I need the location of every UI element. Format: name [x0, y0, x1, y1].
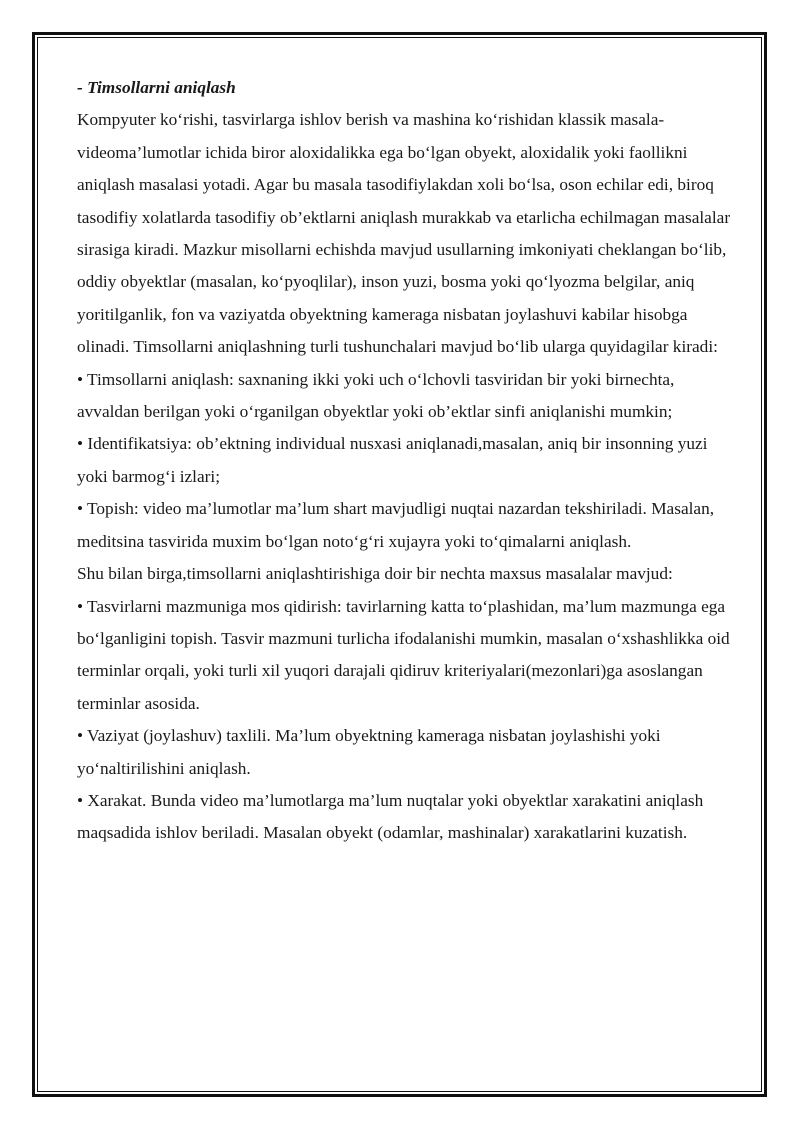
- bullet-object-detection: • Timsollarni aniqlash: saxnaning ikki yoki uch o‘lchovli tasviridan bir yoki birnechta, avvaldan berilgan yoki o‘rganilgan obyektlar yoki ob’ektlar sinfi aniqlanishi mumkin;: [77, 369, 675, 422]
- bullet-identification: • Identifikatsiya: ob’ektning individual nusxasi aniqlanadi,masalan, aniq bir insonning yuzi yoki barmog‘i izlari;: [77, 434, 708, 486]
- special-tasks-paragraph: Shu bilan birga,timsollarni aniqlashtirishiga doir bir nechta maxsus masalalar mavjud:: [77, 564, 673, 584]
- section-heading: - Timsollarni aniqlash: [77, 78, 236, 97]
- intro-paragraph: Kompyuter ko‘rishi, tasvirlarga ishlov berish va mashina ko‘rishidan klassik masala-videoma’lumotlar ichida biror aloxidalikka ega bo‘lgan obyekt, aloxidalik yoki faollikni aniqlash masalasi yotadi. Agar bu masala tasodifiylakdan xoli bo‘lsa, oson echilar edi, biroq tasodifiy xolatlarda tasodifiy ob’ektlarni aniqlash murakkab va etarlicha echilmagan masalalar sirasiga kiradi. Mazkur misollarni echishda mavjud usullarning imkoniyati cheklangan bo‘lib, oddiy obyektlar (masalan, ko‘pyoqlilar), inson yuzi, bosma yoki qo‘lyozma belgilar, aniq yoritilganlik, fon va vaziyatda obyektning kameraga nisbatan joylashuvi kabilar hisobga olinadi. Timsollarni aniqlashning turli tushunchalari mavjud bo‘lib ularga quyidagilar kiradi:: [77, 110, 731, 357]
- document-body: [77, 72, 737, 850]
- bullet-detection: • Topish: video ma’lumotlar ma’lum shart mavjudligi nuqtai nazardan tekshiriladi. Masalan, meditsina tasvirida muxim bo‘lgan noto‘g‘ri xujayra yoki to‘qimalarni aniqlash.: [77, 499, 715, 551]
- bullet-content-retrieval: • Tasvirlarni mazmuniga mos qidirish: tavirlarning katta to‘plashidan, ma’lum mazmunga ega bo‘lganligini topish. Tasvir mazmuni turlicha ifodalanishi mumkin, masalan o‘xshashlikka oid terminlar orqali, yoki turli xil yuqori darajali qidiruv kriteriyalari(mezonlari)ga asoslangan terminlar asosida.: [77, 596, 730, 713]
- bullet-motion: • Xarakat. Bunda video ma’lumotlarga ma’lum nuqtalar yoki obyektlar xarakatini aniqlash maqsadida ishlov beriladi. Masalan obyekt (odamlar, mashinalar) xarakatlarini kuzatish.: [77, 790, 704, 843]
- bullet-pose-estimation: • Vaziyat (joylashuv) taxlili. Ma’lum obyektning kameraga nisbatan joylashishi yoki yo‘naltirilishini aniqlash.: [77, 726, 661, 778]
